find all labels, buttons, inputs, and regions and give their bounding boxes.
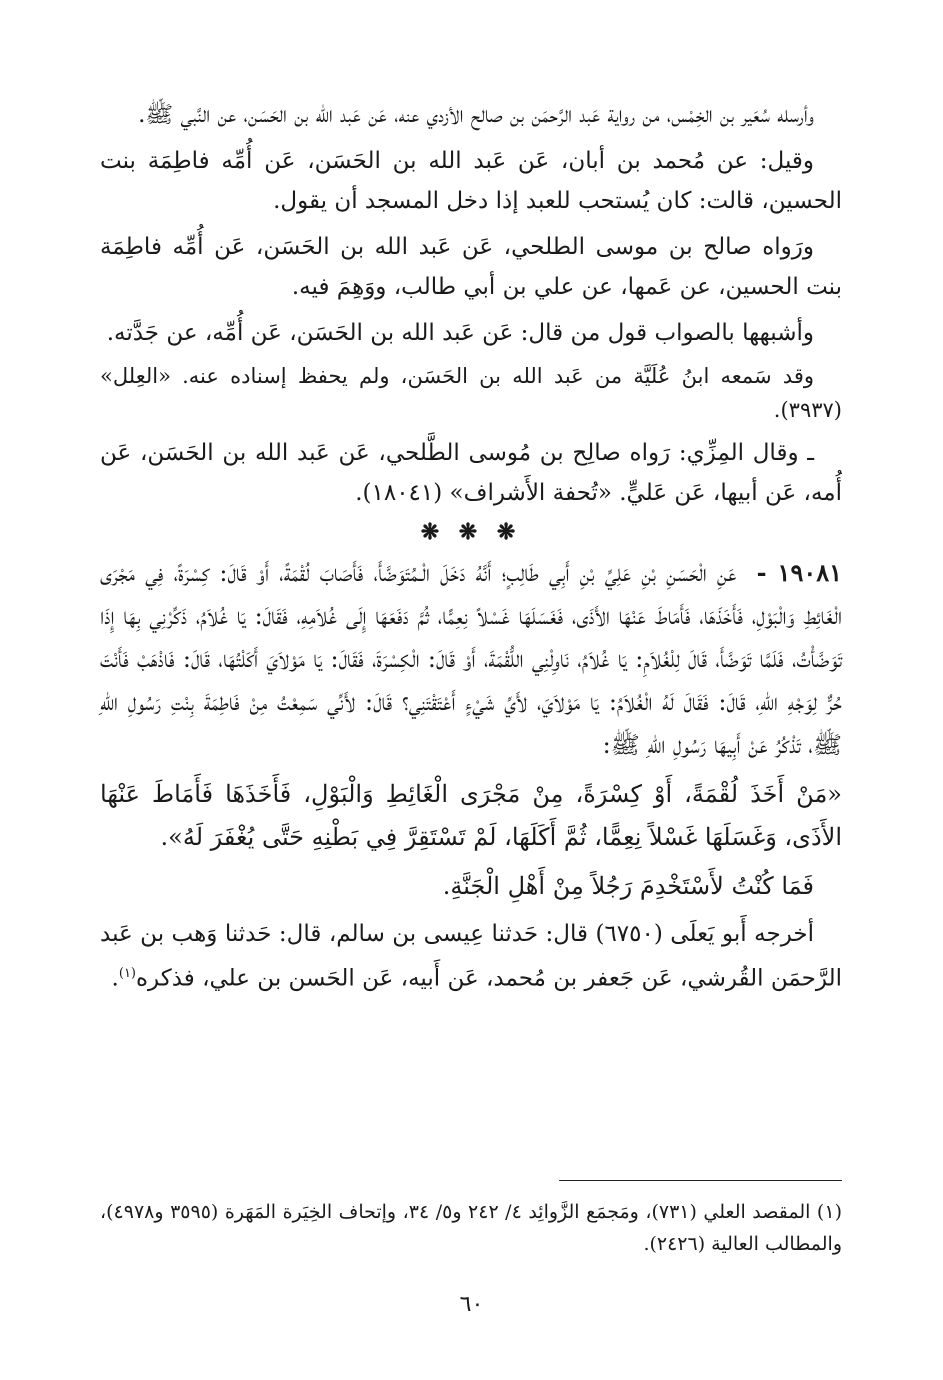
section-separator: ❋ ❋ ❋ [420, 519, 522, 545]
takhrij-paragraph [100, 914, 842, 999]
hadith-number: ١٩٠٨١ - [756, 558, 842, 587]
paragraph-1: وأرسله سُعَير بن الخِمْس، من رواية عَبد الرَّحمَن بن صالح الأزدي عنه، عَن عَبد الله بن الحَسَن، عن النَّبي ﷺ. [138, 102, 814, 128]
paragraph-3: ورَواه صالح بن موسى الطلحي، عَن عَبد الله بن الحَسَن، عَن أُمِّه فاطِمَة بنت الحسين، عن عَمها، عن علي بن أبي طالب، ووَهِمَ فيه. [100, 234, 842, 300]
hadith-quote: «مَنْ أَخَذَ لُقْمَةً، أَوْ كِسْرَةً، مِنْ مَجْرَى الْغَائِطِ وَالْبَوْلِ، فَأَخَذَهَا فَأَمَاطَ عَنْهَا الأَذَى، وَغَسَلَهَا غَسْلاً نِعِمًّا، ثُمَّ أَكَلَهَا، لَمْ تَسْتَقِرَّ فِي بَطْنِهِ حَتَّى يُغْفَرَ لَهُ». [100, 780, 842, 851]
page-body [100, 95, 842, 1005]
footnotes [100, 1196, 842, 1260]
paragraph-2: وقيل: عن مُحمد بن أبان، عَن عَبد الله بن الحَسَن، عَن أُمِّه فاطِمَة بنت الحسين، قالت: كان يُستحب للعبد إذا دخل المسجد أن يقول. [100, 148, 842, 214]
footnote-divider [559, 1180, 842, 1181]
hadith-text [100, 551, 842, 767]
page-number: ٦٠ [459, 1292, 484, 1317]
footnote-ref[interactable]: (١) [118, 966, 136, 981]
paragraph-6: ـ وقال المِزِّي: رَواه صالِح بن مُوسى الطَّلحي، عَن عَبد الله بن الحَسَن، عَن أُمه، عَن أبيها، عَن عَليٍّ. «تُحفة الأَشراف» (١٨٠٤١). [100, 440, 842, 506]
paragraph-5: وقد سَمعه ابنُ عُلَيَّة من عَبد الله بن الحَسَن، ولم يحفظ إسناده عنه. «العِلل» (٣٩٣٧). [100, 364, 842, 422]
footnote-1: (١) المقصد العلي (٧٣١)، ومَجمَع الزَّوائِد ٤/ ٢٤٢ و٥/ ٣٤، وإتحاف الخِيَرة المَهَرة (٣٥٩٥ و٤٩٧٨)، والمطالب العالية (٢٤٢٦). [100, 1201, 842, 1255]
paragraph-4: وأشبهها بالصواب قول من قال: عَن عَبد الله بن الحَسَن، عَن أُمِّه، عن جَدَّته. [106, 320, 814, 346]
hadith-body: عَنِ الْحَسَنِ بْنِ عَلِيِّ بْنِ أَبِي طَالِبٍ؛ أَنَّهُ دَخَلَ الْـمُتَوَضَّأَ، فَأَصَابَ لُقْمَةً، أَوْ قَالَ: كِسْرَةً، فِي مَجْرَى الْغَائِطِ وَالْبَوْلِ، فَأَخَذَهَا، فَأَمَاطَ عَنْهَا الأَذَى، فَغَسَلَهَا غَسْلاً نِعِمًّا، ثُمَّ دَفَعَهَا إِلَى غُلاَمِهِ، فَقَالَ: يَا غُلاَمُ، ذَكِّرْنِي بِهَا إِذَا تَوَضَّأْتُ، فَلَمَّا تَوَضَّأَ، قَالَ لِلْغُلاَمِ: يَا غُلاَمُ، نَاوِلْنِي اللُّقْمَةَ، أَوْ قَالَ: الْكِسْرَةَ، فَقَالَ: يَا مَوْلاَيَ أَكَلْتُهَا، قَالَ: فَاذْهَبْ فَأَنْتَ حُرٌّ لِوَجْهِ اللهِ، قَالَ: فَقَالَ لَهُ الْغُلاَمُ: يَا مَوْلاَيَ، لأَيِّ شَيْءٍ أَعْتَقْتَنِي؟ قَالَ: لأَنِّي سَمِعْتُ مِنْ فَاطِمَةَ بِنْتِ رَسُولِ اللهِ ﷺ، تَذْكُرُ عَنْ أَبِيهَا رَسُولِ اللهِ ﷺ: [100, 559, 843, 759]
takhrij-end: . [111, 965, 119, 992]
takhrij-text: أخرجه أَبو يَعلَى (٦٧٥٠) قال: حَدثنا عِيسى بن سالم، قال: حَدثنا وَهب بن عَبد الرَّحمَن القُرشي، عَن جَعفر بن مُحمد، عَن أَبيه، عَن الحَسن بن علي، فذكره [100, 921, 842, 992]
hadith-closing: فَمَا كُنْتُ لأَسْتَخْدِمَ رَجُلاً مِنْ أَهْلِ الْجَنَّةِ. [442, 872, 814, 900]
